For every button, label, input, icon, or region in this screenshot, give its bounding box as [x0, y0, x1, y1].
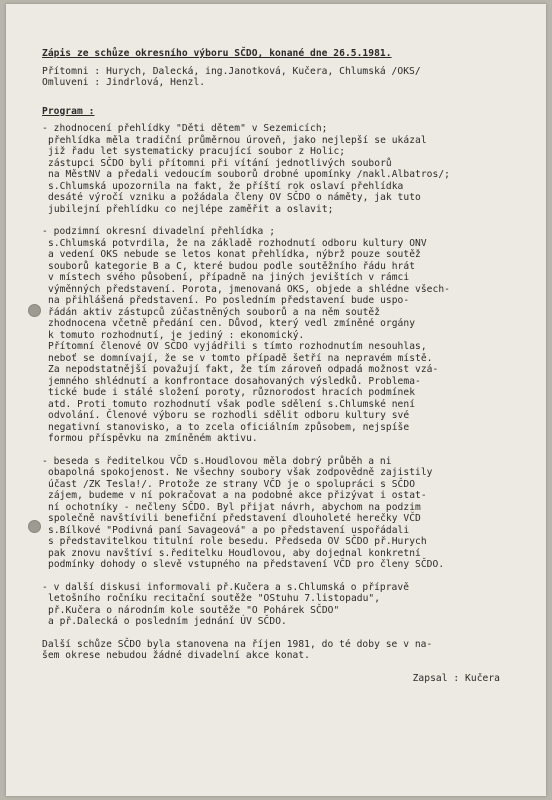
program-sections	[42, 123, 532, 639]
program-item-line: podmínky dohody o slevě vstupného na představení VČD pro členy SČDO.	[48, 559, 445, 570]
program-item-line: s.Chlumská potvrdila, že na základě rozhodnutí odboru kultury ONV	[48, 237, 427, 249]
program-item-line: formou příspěvku na zmíněném aktivu.	[48, 433, 258, 444]
program-item-line: přehlídka měla tradiční průměrnou úroveň, jako nejlepší se ukázal	[48, 134, 427, 146]
program-item-line: př.Kučera o národním kole soutěže "O Pohárek SČDO"	[48, 604, 340, 616]
document-body	[42, 48, 532, 684]
program-item-title: - podzimní okresní divadelní přehlídka ;	[42, 226, 276, 237]
program-item-line: k tomuto rozhodnutí, je jediný : ekonomický.	[48, 329, 305, 341]
program-item-line: a př.Dalecká o posledním jednání ÚV SČDO.	[48, 616, 287, 627]
program-item-line: s.Chlumská upozornila na fakt, že příští rok oslaví přehlídka	[48, 180, 404, 192]
program-item-line: odvolání. Členové výboru se rozhodli sdělit odboru kultury své	[48, 410, 410, 421]
program-item-line: Za nepodstatnější považují fakt, že tím zároveň odpadá možnost vzá-	[48, 364, 439, 375]
program-item-line: zástupci SČDO byli přítomni při vítání jednotlivých souborů	[48, 157, 392, 169]
program-item-line: souborů kategorie B a C, které budou podle soutěžního řádu hrát	[48, 260, 416, 272]
program-item-line: letošního ročníku recitační soutěže "OStuhu 7.listopadu",	[48, 593, 381, 604]
document-page	[6, 4, 546, 796]
attendees-excused: Omluveni : Jindrlová, Henzl.	[42, 77, 206, 88]
program-item-line: desáté výročí vzniku a požádala členy OV SČDO o náměty, jak tuto	[48, 192, 421, 203]
program-item-line: řádán aktiv zástupců zúčastněných souborů a na něm soutěž	[48, 306, 381, 318]
closing-line: Další schůze SČDO byla stanovena na říjen 1981, do té doby se v na-	[42, 638, 433, 650]
program-item-line: již řadu let systematicky pracující soubor z Holic;	[48, 146, 346, 157]
minutes-heading: Zápis ze schůze okresního výboru SČDO, konané dne 26.5.1981.	[42, 48, 392, 59]
program-label: Program :	[42, 105, 95, 117]
program-item-line: zájem, budeme v ní pokračovat a na podobné akce přizývat i ostat-	[48, 490, 427, 501]
program-item-title: - beseda s ředitelkou VČD s.Houdlovou měla dobrý průběh a ni	[42, 455, 392, 467]
attendees-present: Přítomni : Hurych, Dalecká, ing.Janotková, Kučera, Chlumská /OKS/	[42, 65, 421, 77]
program-item	[42, 226, 532, 445]
program-item-line: na přihlášená představení. Po posledním představení bude uspo-	[48, 295, 410, 306]
program-item-line: jubilejní přehlídku co nejlépe zaměřit a oslavit;	[48, 203, 334, 215]
program-item-line: negativní stanovisko, a to zcela oficiálním způsobem, nejspíše	[48, 421, 410, 433]
program-item-line: obapolná spokojenost. Ne všechny soubory však zodpovědně zajistily	[48, 467, 433, 478]
program-item-line: výměnných představení. Porota, jmenovaná OKS, objede a shlédne všech-	[48, 283, 450, 295]
program-item-line: jemného shlédnutí a konfrontace dosahovaných výsledků. Problema-	[48, 375, 421, 387]
closing-paragraph	[42, 639, 532, 662]
program-item	[42, 456, 532, 571]
program-item-line: Přítomní členové OV SČDO vyjádřili s tímto rozhodnutím nesouhlas,	[48, 341, 427, 352]
program-item-line: a vedení OKS nebude se letos konat přehlídka, nýbrž pouze soutěž	[48, 249, 421, 260]
program-item-line: zhodnocena včetně předání cen. Důvod, který vedl zmíněné orgány	[48, 318, 416, 329]
program-item-line: účast /ZK Tesla!/. Protože ze strany VČD je o spolupráci s SČDO	[48, 478, 416, 490]
punch-hole	[28, 520, 41, 533]
program-item-title: - v další diskusi informovali př.Kučera a s.Chlumská o přípravě	[42, 581, 410, 593]
program-item-line: společně navštívili benefiční představení dlouholeté herečky VČD	[48, 513, 421, 524]
program-item-line: na MěstNV a předali vedoucím souborů drobné upomínky /nakl.Albatros/;	[48, 169, 450, 180]
program-item-line: atd. Proti tomuto rozhodnutí však podle sdělení s.Chlumské není	[48, 398, 416, 410]
program-item	[42, 582, 532, 628]
program-item	[42, 123, 532, 215]
closing-line: šem okrese nebudou žádné divadelní akce konat.	[42, 650, 310, 661]
program-item-line: v místech svého působení, případně na jiných jevištích v rámci	[48, 272, 410, 283]
punch-hole	[28, 304, 41, 317]
program-item-line: neboť se domnívají, že se v tomto případě šetří na nepravém místě.	[48, 352, 433, 364]
signature: Zapsal : Kučera	[412, 672, 500, 684]
program-item-line: s představitelkou titulní role besedu. Předseda OV SČDO př.Hurych	[48, 536, 427, 547]
program-item-line: tické bude i stálé složení poroty, různorodost hracích podmínek	[48, 387, 416, 398]
program-item-line: ní ochotníky - nečleny SČDO. Byl přijat návrh, abychom na podzim	[48, 501, 421, 513]
program-item-title: - zhodnocení přehlídky "Děti dětem" v Sezemicích;	[42, 123, 328, 134]
program-item-line: pak znovu navštíví s.ředitelku Houdlovou, aby dojednal konkretní	[48, 547, 421, 559]
program-item-line: s.Bílkové "Podivná paní Savageová" a po představení uspořádali	[48, 524, 410, 536]
